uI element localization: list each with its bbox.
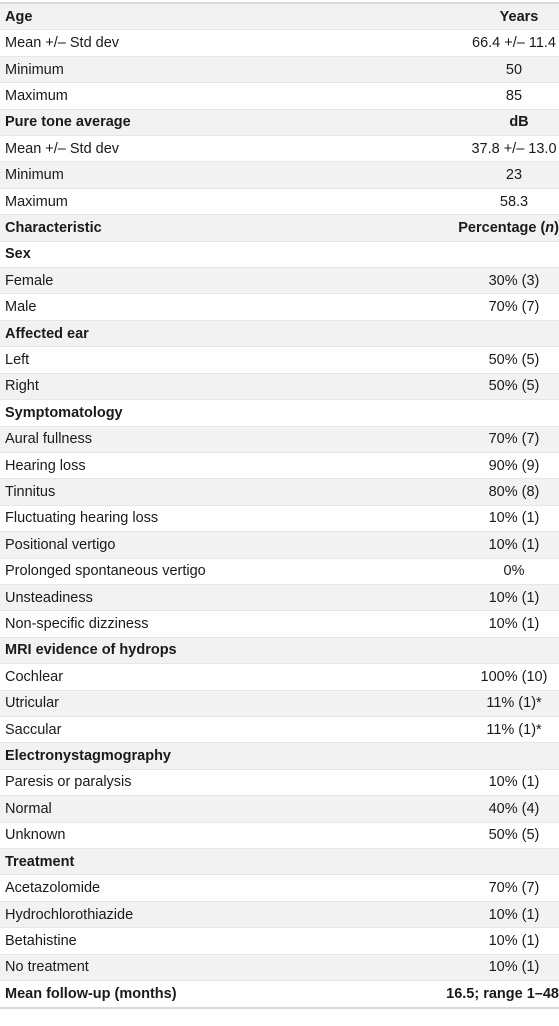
section-value: Years xyxy=(499,8,539,25)
table-row xyxy=(0,559,559,585)
table-row xyxy=(0,57,559,83)
table-row xyxy=(0,796,559,822)
row-value: 50 xyxy=(505,61,523,78)
section-value: dB xyxy=(509,114,529,131)
table-bottom-rule xyxy=(0,1007,559,1009)
table-row xyxy=(0,955,559,981)
row-label: Hydrochlorothiazide xyxy=(5,906,134,923)
table-section-row xyxy=(0,215,559,241)
table-row xyxy=(0,189,559,215)
row-label: Betahistine xyxy=(5,932,77,949)
row-label: No treatment xyxy=(5,959,89,976)
section-value: Percentage (n) xyxy=(458,219,559,236)
row-label: Mean +/– Std dev xyxy=(5,35,120,52)
table-row xyxy=(0,928,559,954)
row-label: Utricular xyxy=(5,695,59,712)
row-value: 100% (10) xyxy=(480,668,548,685)
row-value: 70% (7) xyxy=(488,880,540,897)
row-label: Positional vertigo xyxy=(5,536,116,553)
table-section-row xyxy=(0,321,559,347)
section-value: 16.5; range 1–48 xyxy=(446,986,559,1003)
table-section-row xyxy=(0,849,559,875)
table-row xyxy=(0,902,559,928)
section-label: Pure tone average xyxy=(5,114,131,131)
row-label: Maximum xyxy=(5,87,68,104)
table-row xyxy=(0,875,559,901)
row-label: Male xyxy=(5,299,37,316)
table-row xyxy=(0,374,559,400)
row-label: Cochlear xyxy=(5,668,64,685)
row-value: 90% (9) xyxy=(488,457,540,474)
row-label: Right xyxy=(5,378,39,395)
table-row xyxy=(0,664,559,690)
table-section-row xyxy=(0,242,559,268)
row-value: 10% (1) xyxy=(488,959,540,976)
row-label: Fluctuating hearing loss xyxy=(5,510,159,527)
table-row xyxy=(0,453,559,479)
section-label: Mean follow-up (months) xyxy=(5,986,177,1003)
row-value: 10% (1) xyxy=(488,774,540,791)
row-value: 50% (5) xyxy=(488,827,540,844)
table-row xyxy=(0,532,559,558)
row-value: 10% (1) xyxy=(488,616,540,633)
table-row xyxy=(0,770,559,796)
row-label: Prolonged spontaneous vertigo xyxy=(5,563,206,580)
table-section-row xyxy=(0,400,559,426)
table-row xyxy=(0,268,559,294)
row-value: 37.8 +/– 13.0 xyxy=(471,140,557,157)
row-value: 50% (5) xyxy=(488,351,540,368)
section-label: Age xyxy=(5,8,33,25)
section-label: Sex xyxy=(5,246,31,263)
table-row xyxy=(0,136,559,162)
row-label: Normal xyxy=(5,800,52,817)
row-value: 23 xyxy=(505,167,523,184)
row-value: 58.3 xyxy=(499,193,529,210)
table-row xyxy=(0,83,559,109)
row-value: 80% (8) xyxy=(488,484,540,501)
table-row xyxy=(0,427,559,453)
row-value: 11% (1)* xyxy=(486,721,542,738)
table-section-row xyxy=(0,110,559,136)
row-value: 66.4 +/– 11.4 xyxy=(472,35,556,52)
table-body xyxy=(0,4,559,1007)
row-label: Maximum xyxy=(5,193,68,210)
row-label: Hearing loss xyxy=(5,457,86,474)
row-label: Acetazolomide xyxy=(5,880,101,897)
row-value: 10% (1) xyxy=(488,906,540,923)
table-row xyxy=(0,162,559,188)
row-value: 50% (5) xyxy=(488,378,540,395)
row-label: Aural fullness xyxy=(5,431,93,448)
row-value: 40% (4) xyxy=(488,800,540,817)
table-row xyxy=(0,691,559,717)
row-value: 70% (7) xyxy=(488,299,540,316)
section-label: Electronystagmography xyxy=(5,748,171,765)
row-label: Tinnitus xyxy=(5,484,56,501)
row-value: 70% (7) xyxy=(488,431,540,448)
row-value: 10% (1) xyxy=(488,536,540,553)
row-value: 30% (3) xyxy=(488,272,540,289)
section-label: Treatment xyxy=(5,853,75,870)
table-section-row xyxy=(0,4,559,30)
table-row xyxy=(0,506,559,532)
section-label: Characteristic xyxy=(5,219,102,236)
row-label: Minimum xyxy=(5,167,64,184)
table-section-row xyxy=(0,638,559,664)
row-value: 0% xyxy=(503,563,525,580)
section-label: MRI evidence of hydrops xyxy=(5,642,177,659)
row-value: 10% (1) xyxy=(488,510,540,527)
row-label: Left xyxy=(5,351,30,368)
table-section-row xyxy=(0,743,559,769)
row-value: 85 xyxy=(505,87,523,104)
table-row xyxy=(0,585,559,611)
table-row xyxy=(0,294,559,320)
row-value: 10% (1) xyxy=(488,932,540,949)
section-label: Affected ear xyxy=(5,325,89,342)
row-label: Non-specific dizziness xyxy=(5,616,149,633)
row-label: Female xyxy=(5,272,54,289)
table-row xyxy=(0,611,559,637)
table-section-row xyxy=(0,981,559,1007)
table-row xyxy=(0,823,559,849)
row-value: 10% (1) xyxy=(488,589,540,606)
row-label: Minimum xyxy=(5,61,64,78)
row-label: Mean +/– Std dev xyxy=(5,140,120,157)
row-label: Paresis or paralysis xyxy=(5,774,132,791)
table-row xyxy=(0,717,559,743)
row-label: Unsteadiness xyxy=(5,589,93,606)
table-row xyxy=(0,479,559,505)
row-value: 11% (1)* xyxy=(486,695,542,712)
section-label: Symptomatology xyxy=(5,404,123,421)
table-row xyxy=(0,30,559,56)
row-label: Unknown xyxy=(5,827,66,844)
row-label: Saccular xyxy=(5,721,62,738)
table-row xyxy=(0,347,559,373)
